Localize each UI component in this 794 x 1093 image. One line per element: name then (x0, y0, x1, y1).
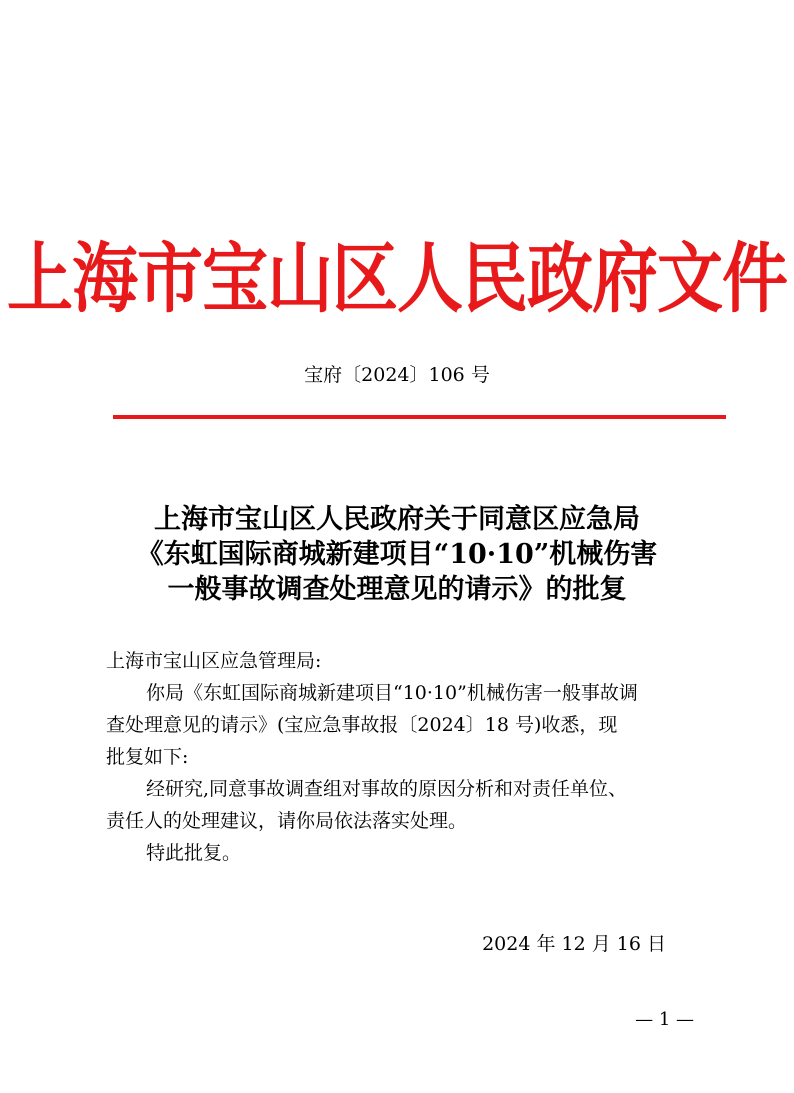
document-number: 宝府〔2024〕106 号 (304, 364, 490, 386)
body-line-1: 你局《东虹国际商城新建项目“10·10”机械伤害一般事故调 (146, 682, 638, 704)
body-line-4: 经研究,同意事故调查组对事故的原因分析和对责任单位、 (146, 778, 628, 800)
title-line-1: 上海市宝山区人民政府关于同意区应急局 (154, 504, 640, 535)
addressee: 上海市宝山区应急管理局: (106, 650, 322, 672)
document-body (106, 645, 696, 869)
body-line-5: 责任人的处理建议，请你局依法落实处理。 (106, 810, 468, 832)
body-line-3: 批复如下: (106, 746, 189, 768)
document-title (0, 502, 794, 607)
body-line-6: 特此批复。 (146, 842, 242, 864)
title-line-3: 一般事故调查处理意见的请示》的批复 (167, 574, 627, 605)
issue-date: 2024 年 12 月 16 日 (482, 933, 666, 955)
red-divider-line (113, 415, 726, 419)
title-line-2: 《东虹国际商城新建项目“10·10”机械伤害 (136, 539, 658, 570)
document-header-title: 上海市宝山区人民政府文件 (7, 234, 787, 324)
body-line-2: 查处理意见的请示》(宝应急事故报〔2024〕18 号)收悉，现 (106, 714, 618, 736)
page-number: — 1 — (635, 1009, 694, 1030)
